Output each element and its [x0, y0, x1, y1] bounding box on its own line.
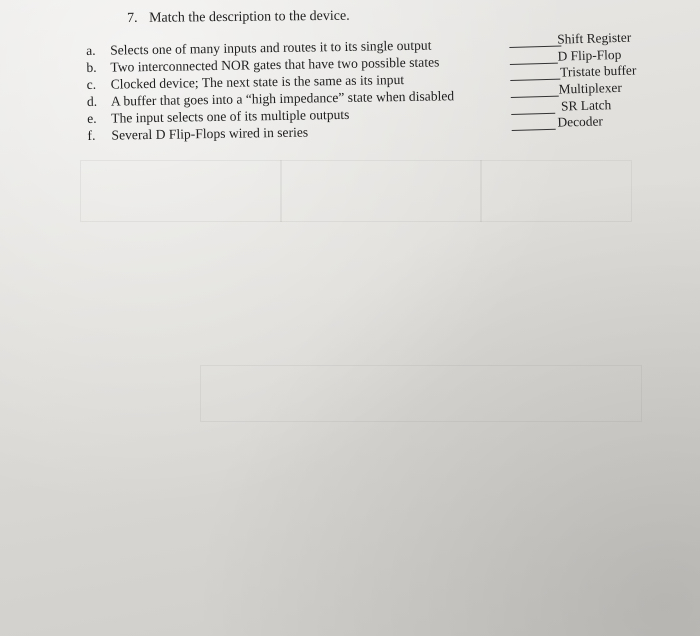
question-prompt: Match the description to the device.: [148, 8, 350, 26]
bleed-through-grid: [480, 160, 632, 222]
description-list: [86, 36, 455, 144]
description-letter: f.: [87, 127, 96, 143]
description-text: The input selects one of its multiple outputs: [111, 106, 350, 126]
device-name: SR Latch: [560, 96, 612, 114]
description-letter: d.: [86, 93, 98, 109]
description-letter: b.: [86, 59, 97, 75]
device-name: Tristate buffer: [559, 62, 637, 81]
device-name: Decoder: [557, 113, 604, 130]
device-list: [509, 29, 638, 132]
device-name: Shift Register: [556, 29, 632, 47]
description-text: Several D Flip-Flops wired in series: [111, 124, 309, 143]
description-letter: c.: [86, 76, 97, 92]
description-text: A buffer that goes into a “high impedance” state when disabled: [110, 87, 455, 109]
device-item: [511, 112, 638, 132]
description-letter: a.: [86, 42, 96, 58]
answer-blank[interactable]: [512, 128, 556, 131]
description-text: Clocked device; The next state is the same as its input: [110, 71, 405, 92]
bleed-through-grid: [200, 365, 642, 422]
device-name: D Flip-Flop: [557, 46, 622, 64]
bleed-through-grid: [280, 160, 482, 222]
description-text: Selects one of many inputs and routes it to its single output: [110, 37, 432, 58]
question-number: 7.: [127, 10, 138, 26]
bleed-through-grid: [80, 160, 282, 222]
question-heading: [127, 9, 350, 27]
device-name: Multiplexer: [558, 79, 623, 97]
description-text: Two interconnected NOR gates that have two possible states: [110, 53, 440, 75]
description-letter: e.: [87, 110, 97, 126]
